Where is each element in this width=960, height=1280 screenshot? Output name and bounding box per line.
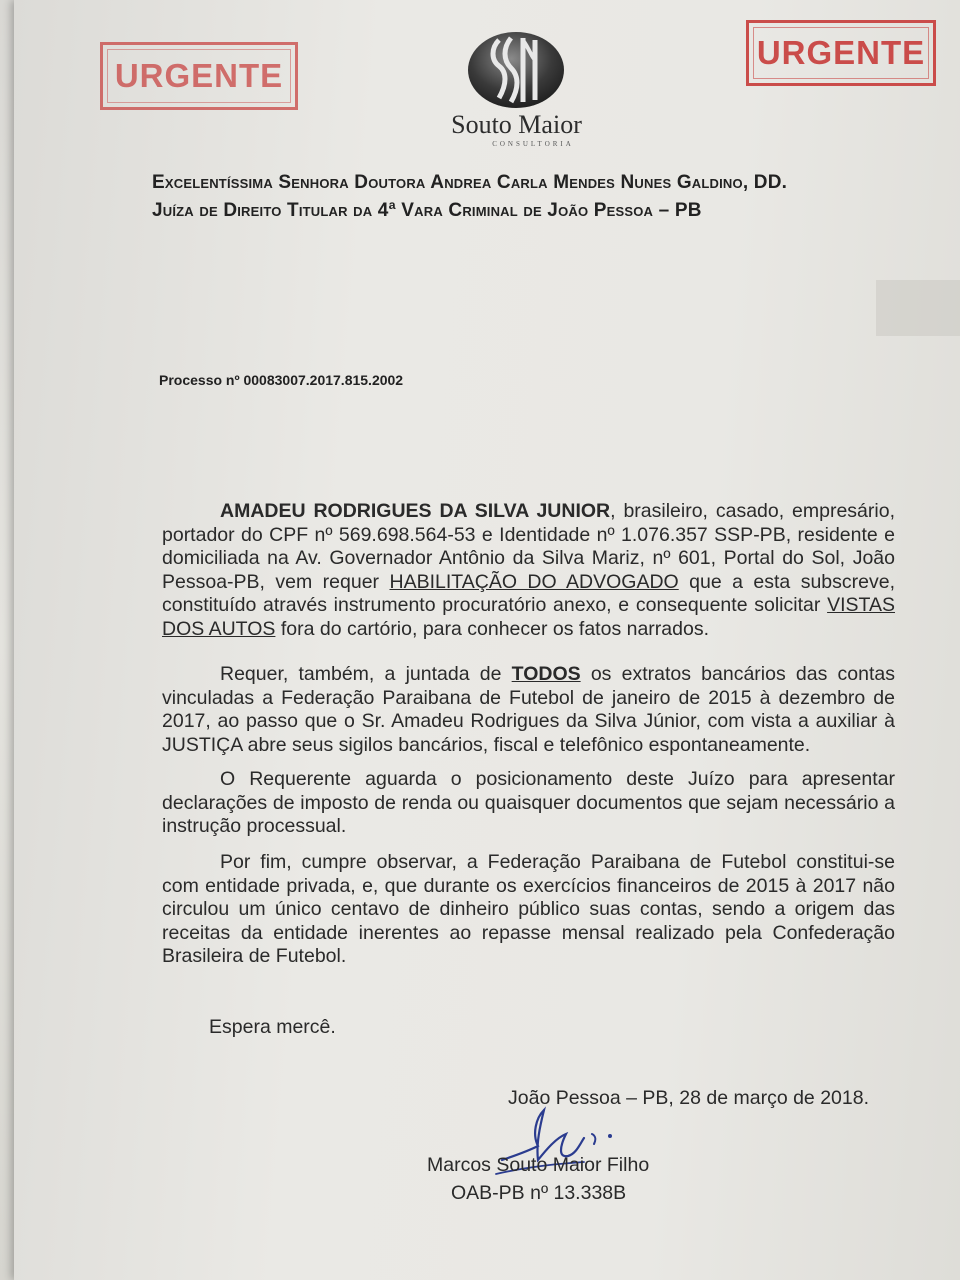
process-number: Processo nº 00083007.2017.815.2002 [159,372,404,388]
habilitacao-emphasis: HABILITAÇÃO DO ADVOGADO [389,570,679,593]
paragraph1-text-a: , brasileiro, casado, empresário, portador do CPF nº 569.698.564-53 e Identidade nº 1.076.357 SSP-PB, residente e domiciliada na Av. Governador Antônio da Silva Mariz, nº 601, Portal do Sol, João Pessoa-PB, vem requer [162,500,895,593]
addressee-line-2: Juíza de Direito Titular da 4ª Vara Criminal de João Pessoa – PB [152,200,702,221]
urgent-stamp-right: URGENTE [746,20,936,86]
addressee-line-1: Excelentíssima Senhora Doutora Andrea Carla Mendes Nunes Galdino, DD. [152,172,788,193]
paragraph-entidade: Por fim, cumpre observar, a Federação Paraibana de Futebol constitui-se com entidade privada, e, que durante os exercícios financeiros de 2015 à 2017 não circulou um único centavo de dinheiro público suas contas, sendo a origem das receitas da entidade inerentes ao repasse mensal realizado pela Confederação Brasileira de Futebol. [162,851,895,968]
signer-oab: OAB-PB nº 13.338B [451,1182,627,1204]
logo-emblem-icon [439,26,594,110]
requester-name: AMADEU RODRIGUES DA SILVA JUNIOR [220,500,611,522]
company-logo [439,26,594,156]
paragraph-extratos [162,663,895,757]
background-mark [876,280,960,336]
paragraph1-text-c: fora do cartório, para conhecer os fatos narrados. [275,617,709,640]
paragraph1-text-b: que a esta subscreve, constituído através instrumento procuratório anexo, e consequente solicitar [162,570,895,617]
document-page [14,0,960,1280]
paragraph2-text-b: os extratos bancários das contas vinculadas a Federação Paraibana de Futebol de janeiro de 2015 à dezembro de 2017, ao passo que o Sr. Amadeu Rodrigues da Silva Júnior, com vista a auxiliar à JUSTIÇA abre seus sigilos bancários, fiscal e telefônico espontaneamente. [162,663,895,756]
salutation: Espera mercê. [209,1016,336,1038]
place-and-date: João Pessoa – PB, 28 de março de 2018. [508,1087,869,1109]
signer-name: Marcos Souto Maior Filho [427,1154,650,1176]
paragraph-declaracoes: O Requerente aguarda o posicionamento deste Juízo para apresentar declarações de imposto de renda ou quaisquer documentos que sejam necessário a instrução processual. [162,768,895,838]
urgent-stamp-left: URGENTE [100,42,298,110]
paragraph-habilitacao [162,500,895,642]
todos-emphasis: TODOS [511,663,581,685]
logo-name: Souto Maior [451,110,582,139]
logo-subtitle: CONSULTORIA [492,140,574,148]
vistas-emphasis: VISTAS DOS AUTOS [162,594,895,640]
paragraph2-text-a: Requer, também, a juntada de [220,663,512,685]
